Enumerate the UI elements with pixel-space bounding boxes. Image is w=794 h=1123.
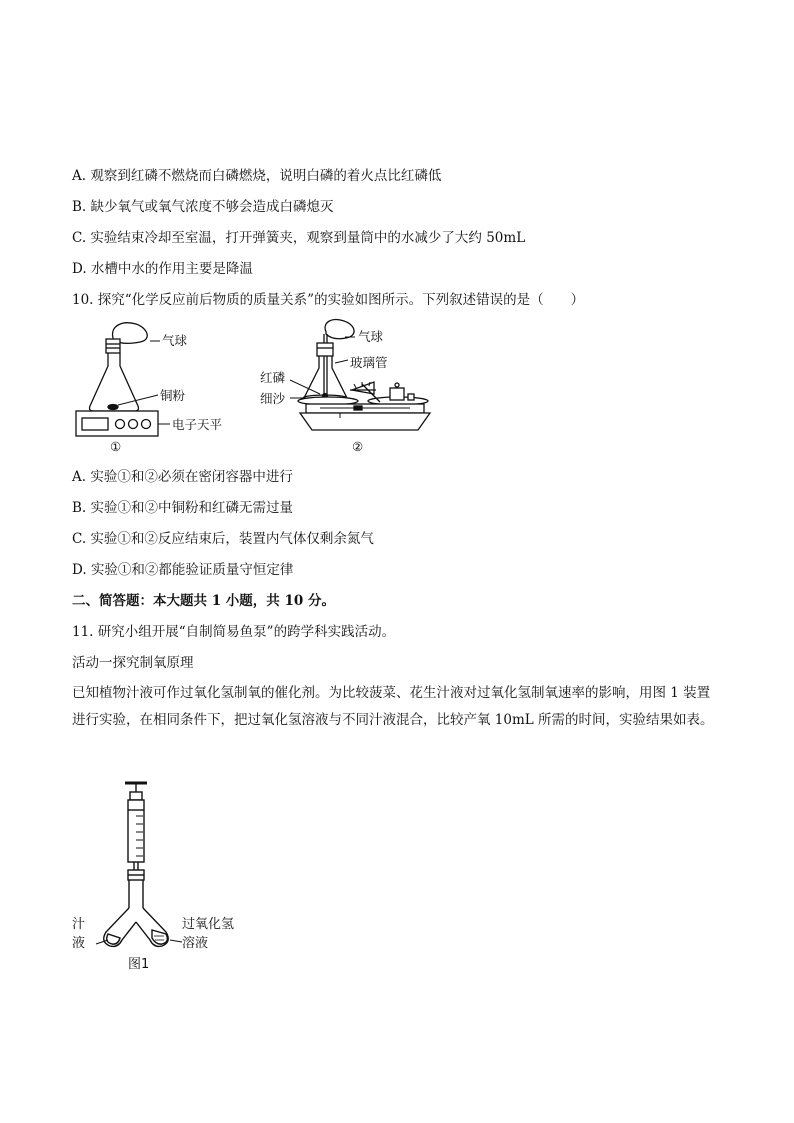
label-red-p: 红磷 <box>260 370 286 385</box>
q11-activity-1: 活动一探究制氧原理 <box>72 655 194 671</box>
figure-1 <box>70 780 250 976</box>
q10-option-b: B. 实验①和②中铜粉和红磷无需过量 <box>72 500 294 516</box>
q10-figure <box>70 318 440 458</box>
label-h2o2-2: 溶液 <box>182 936 209 951</box>
q9-option-c: C. 实验结束冷却至室温，打开弹簧夹，观察到量筒中的水减少了大约 50mL <box>72 230 526 246</box>
q10-option-a: A. 实验①和②必须在密闭容器中进行 <box>72 469 293 485</box>
label-copper: 铜粉 <box>160 388 186 403</box>
q10-option-d: D. 实验①和②都能验证质量守恒定律 <box>72 562 294 578</box>
label-balloon-2: 气球 <box>358 329 384 344</box>
label-2: ② <box>352 439 364 454</box>
label-glass-tube: 玻璃管 <box>350 355 388 370</box>
label-juice-1: 汁 <box>72 917 86 932</box>
label-h2o2-1: 过氧化氢 <box>182 917 235 932</box>
section-heading: 二、简答题：本大题共 1 小题，共 10 分。 <box>72 593 335 609</box>
q10-option-c: C. 实验①和②反应结束后，装置内气体仅剩余氮气 <box>72 531 374 547</box>
label-juice-2: 液 <box>72 936 86 951</box>
q11-stem: 11. 研究小组开展“自制简易鱼泵”的跨学科实践活动。 <box>72 624 396 640</box>
label-1: ① <box>110 439 122 454</box>
apparatus-1 <box>76 323 170 436</box>
q9-option-d: D. 水槽中水的作用主要是降温 <box>72 261 253 277</box>
q11-paragraph: 已知植物汁液可作过氧化氢制氧的催化剂。为比较菠菜、花生汁液对过氧化氢制氧速率的影响，用图 1 装置进行实验，在相同条件下，把过氧化氢溶液与不同汁液混合，比较产氧 10mL 所需的时间，实验结果如表。 <box>72 685 714 728</box>
q9-option-b: B. 缺少氧气或氧气浓度不够会造成白磷熄灭 <box>72 199 334 215</box>
label-balance: 电子天平 <box>172 417 223 432</box>
q10-stem: 10. 探究“化学反应前后物质的质量关系”的实验如图所示。下列叙述错误的是（ ） <box>72 292 585 308</box>
label-balloon-1: 气球 <box>162 333 188 348</box>
figure-1-caption: 图1 <box>128 957 150 972</box>
label-sand: 细沙 <box>260 391 286 406</box>
q9-option-a: A. 观察到红磷不燃烧而白磷燃烧，说明白磷的着火点比红磷低 <box>72 168 442 184</box>
y-tube-syringe <box>96 783 182 946</box>
